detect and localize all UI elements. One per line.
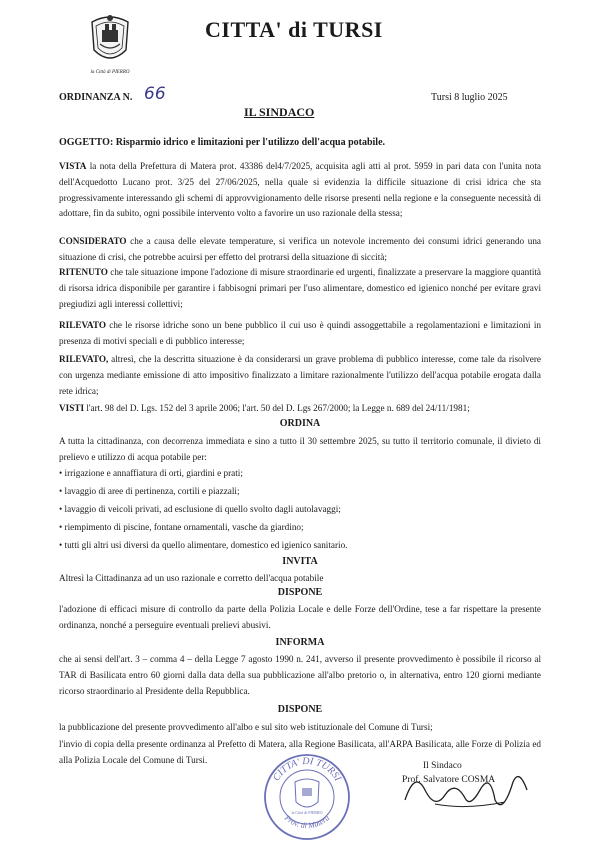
ordina-intro: A tutta la cittadinanza, con decorrenza immediata e sino a tutto il 30 settembre 2025, su tutto il territorio comunale, il divieto di prelievo e utilizzo di acqua potabile per:: [59, 436, 541, 462]
dispone-heading: DISPONE: [277, 704, 323, 715]
signature-role: Il Sindaco: [423, 761, 462, 771]
invita-heading: INVITA: [282, 556, 318, 567]
premise-text: che le risorse idriche sono un bene pubblico il cui uso è quindi assoggettabile a regolamentazioni e limitazioni in presenza di motivi speciali e di pubblico interesse;: [59, 320, 541, 346]
signature-name: Prof. Salvatore COSMA: [402, 775, 496, 785]
city-title: CITTA' di TURSI: [205, 17, 383, 42]
premise-lead: VISTI: [59, 403, 85, 413]
informa-heading: INFORMA: [275, 637, 325, 648]
premise-lead: RILEVATO,: [59, 354, 109, 364]
city-crest-logo: [86, 10, 134, 70]
invita-text: Altresì la Cittadinanza ad un uso razionale e corretto dell'acqua potabile: [59, 573, 324, 583]
informa-text: che ai sensi dell'art. 3 – comma 4 – della Legge 7 agosto 1990 n. 241, avverso il presente provvedimento è possibile il ricorso al TAR di Basilicata entro 60 giorni dalla data della sua pubblicazione all'albo pretorio o, in alternativa, entro 120 giorni mediante ricorso straordinario al Presidente della Repubblica.: [59, 654, 541, 696]
stamp-top-text: CITTA' DI TURSI: [271, 755, 344, 784]
premise-visti: [59, 401, 541, 417]
stamp-bottom-text: Prov. di Matera: [282, 813, 332, 831]
dispone-heading: DISPONE: [277, 587, 323, 598]
premise-rilevato-altresi: [59, 352, 541, 399]
premise-text: che a causa delle elevate temperature, si verifica un notevole incremento dei consumi idrici generando una situazione di crisi, che potrebbe acuirsi per effetto del protrarsi della situazione di siccità;: [59, 236, 541, 262]
premise-text: altresì, che la descritta situazione è da considerarsi un grave problema di pubblico interesse, come tale da risolvere con urgenza mediante emissione di atto impositivo finalizzato a limitare razionalmente l'utilizzo dell'acqua potabile erogata dalla rete idrica;: [59, 354, 541, 396]
subject-line: OGGETTO: Risparmio idrico e limitazioni per l'utilizzo dell'acqua potabile.: [59, 137, 386, 148]
municipal-stamp: [262, 752, 352, 842]
ordina-item: • irrigazione e annaffiatura di orti, giardini e prati;: [59, 468, 243, 478]
dispone-copies: l'invio di copia della presente ordinanza al Prefetto di Matera, alla Regione Basilicata, all'ARPA Basilicata, alle Forze di Polizia ed alla Polizia Locale del Comune di Tursi.: [59, 739, 541, 765]
dispone-publication: la pubblicazione del presente provvedimento all'albo e sul sito web istituzionale del Comune di Tursi;: [59, 722, 433, 732]
premise-lead: RILEVATO: [59, 320, 106, 330]
ordinance-label: ORDINANZA N.: [59, 92, 133, 103]
premise-text: la nota della Prefettura di Matera prot. 43386 del4/7/2025, acquisita agli atti al prot. 5959 in pari data con l'unita nota dell'Acquedotto Lucano prot. 3/25 del 27/06/2025, nella quale si evidenzia la difficile situazione di crisi idrica che sta progressivamente interessando gli schemi di approvvigionamento delle risorse presenti nella regione e la conseguente necessità di adottare, fin da subito, ogni possibile intervento volto a favorire un uso razionale della stessa;: [59, 161, 541, 219]
premise-ritenuto: [59, 265, 541, 312]
premise-considerato: [59, 234, 541, 266]
ordina-heading: ORDINA: [279, 418, 321, 429]
dispone-text: l'adozione di efficaci misure di controllo da parte della Polizia Locale e delle Forze dell'Ordine, tese a far rispettare la presente ordinanza, nonché a perseguire eventuali prelievi abusivi.: [59, 604, 541, 630]
ordina-item: • lavaggio di aree di pertinenza, cortili e piazzali;: [59, 486, 240, 496]
stamp-center-text: la Città di PIERRO: [291, 810, 323, 815]
svg-text:Prov. di Matera: [282, 813, 331, 831]
ordina-item: • lavaggio di veicoli privati, ad esclusione di quello svolto dagli autolavaggi;: [59, 504, 341, 514]
premise-lead: VISTA: [59, 161, 87, 171]
mayor-heading: IL SINDACO: [244, 105, 315, 119]
handwritten-signature: [395, 760, 535, 820]
premise-text: che tale situazione impone l'adozione di misure straordinarie ed urgenti, finalizzate a preservare la maggiore quantità di risorsa idrica disponibile per garantire i fabbisogni primari per l'uso alimentare, domestico ed igienico nonché per evitare gravi pregiudizi agli interessi collettivi;: [59, 267, 541, 309]
premise-lead: RITENUTO: [59, 267, 108, 277]
ordina-item: • riempimento di piscine, fontane ornamentali, vasche da giardino;: [59, 522, 304, 532]
crest-caption: la Città di PIERRO: [90, 70, 130, 75]
premise-rilevato: [59, 318, 541, 350]
ordinance-number-handwritten: 66: [144, 84, 166, 104]
ordina-item: • tutti gli altri usi diversi da quello alimentare, domestico ed igienico sanitario.: [59, 540, 348, 550]
premise-lead: CONSIDERATO: [59, 236, 127, 246]
place-date: Tursi 8 luglio 2025: [431, 92, 508, 103]
premise-text: l'art. 98 del D. Lgs. 152 del 3 aprile 2006; l'art. 50 del D. Lgs 267/2000; la Legge n. 689 del 24/11/1981;: [84, 403, 470, 413]
premise-vista: [59, 159, 541, 222]
